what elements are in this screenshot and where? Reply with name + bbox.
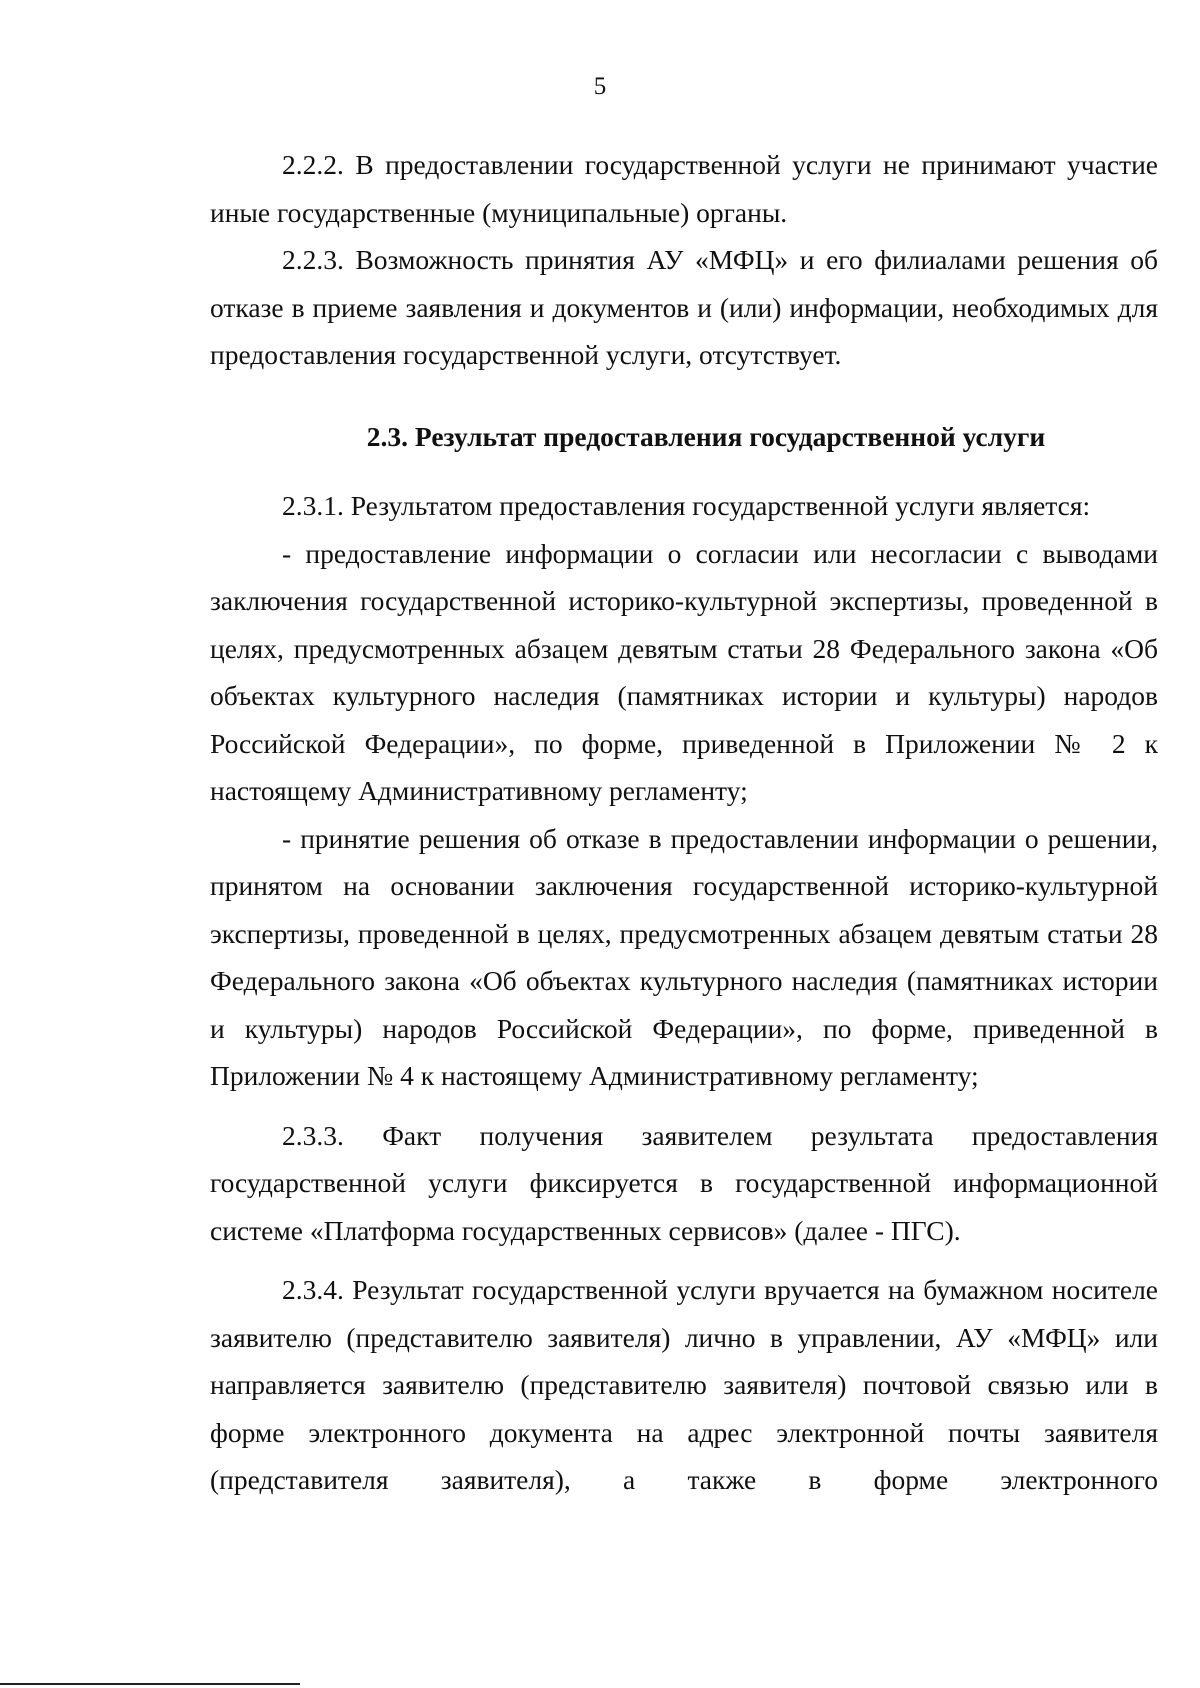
paragraph-2-2-3: 2.2.3. Возможность принятия АУ «МФЦ» и его филиалами решения об отказе в приеме заявления и документов и (или) информации, необходимых для предоставления государственной услуги, отсутствует. — [210, 244, 1158, 370]
paragraph-2-3-3: 2.3.3. Факт получения заявителем результата предоставления государственной услуги фиксируется в государственной информационной системе «Платформа государственных сервисов» (далее - ПГС). — [210, 1119, 1158, 1246]
document-body — [210, 141, 1158, 1504]
list-item-result-2: - принятие решения об отказе в предоставлении информации о решении, принятом на основании заключения государственной историко-культурной экспертизы, проведенной в целях, предусмотренных абзацем девятым статьи 28 Федерального закона «Об объектах культурного наследия (памятниках истории и культуры) народов Российской Федерации», по форме, приведенной в Приложении № 4 к настоящему Административному регламенту; — [210, 822, 1158, 1091]
paragraph-2-3-4: 2.3.4. Результат государственной услуги вручается на бумажном носителе заявителю (представителю заявителя) лично в управлении, АУ «МФЦ» или направляется заявителю (представителю заявителя) почтовой связью или в форме электронного документа на адрес электронной почты заявителя (представителя заявителя), а также в форме электронного — [210, 1274, 1158, 1495]
page-number: 5 — [593, 73, 607, 100]
paragraph-2-2-2: 2.2.2. В предоставлении государственной услуги не принимают участие иные государственные (муниципальные) органы. — [210, 149, 1158, 228]
section-heading-2-3: 2.3. Результат предоставления государственной услуги — [366, 420, 1046, 452]
paragraph-2-3-1: 2.3.1. Результатом предоставления государственной услуги является: — [282, 490, 1091, 521]
bottom-scan-edge-line — [0, 1683, 300, 1685]
list-item-result-1: - предоставление информации о согласии или несогласии с выводами заключения государственной историко-культурной экспертизы, проведенной в целях, предусмотренных абзацем девятым статьи 28 Федерального закона «Об объектах культурного наследия (памятниках истории и культуры) народов Российской Федерации», по форме, приведенной в Приложении № 2 к настоящему Административному регламенту; — [210, 537, 1158, 806]
